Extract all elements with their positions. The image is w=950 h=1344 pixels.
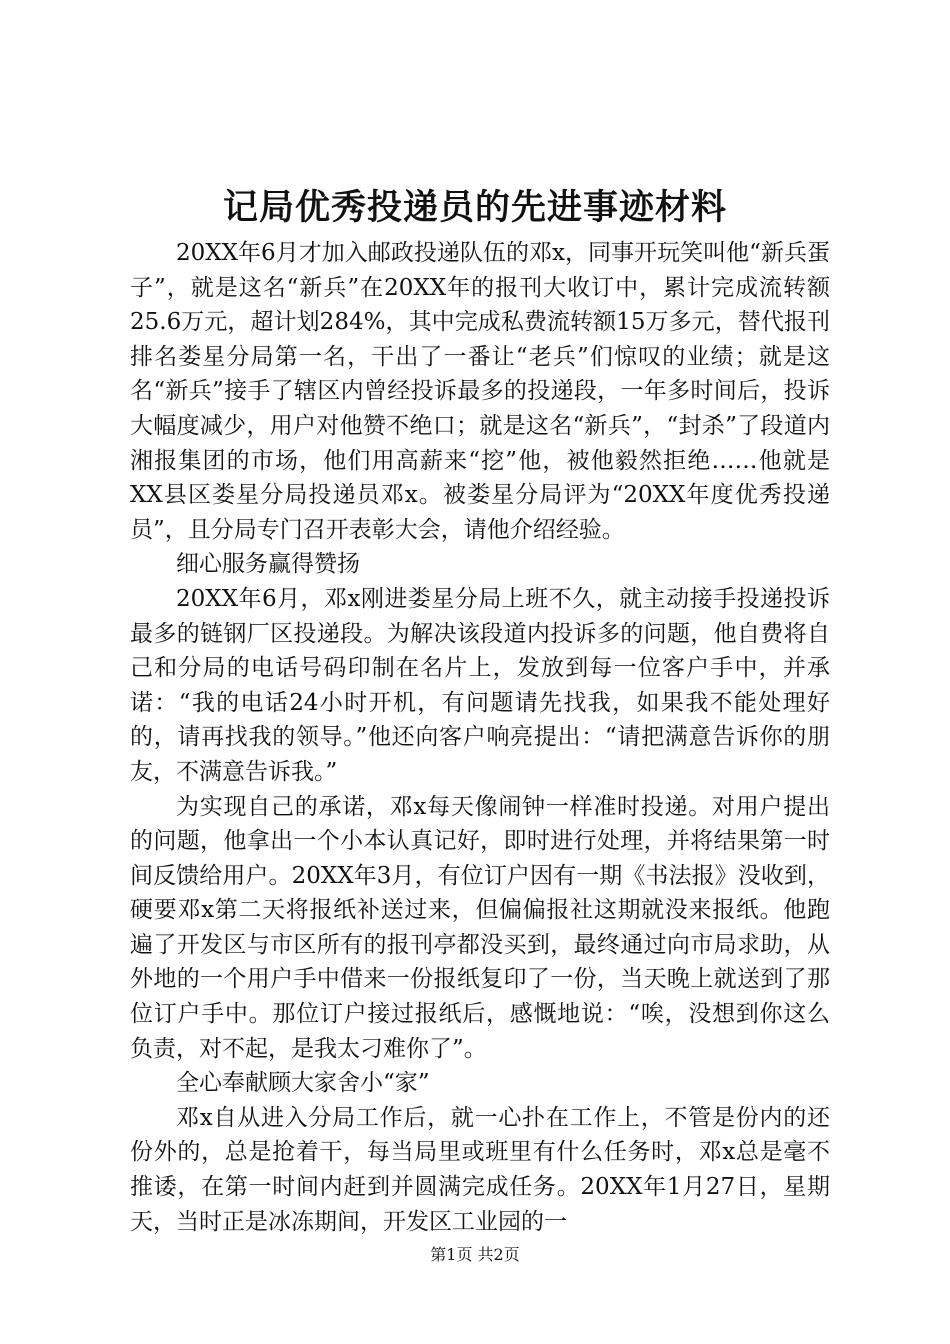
paragraph-service-2: 为实现自己的承诺，邓x每天像闹钟一样准时投递。对用户提出的问题，他拿出一个小本认真记好，即时进行处理，并将结果第一时间反馈给用户。20XX年3月，有位订户因有一期《书法报》没收到，硬要邓x第二天将报纸补送过来，但偏偏报社这期就没来报纸。他跑遍了开发区与市区所有的报刊亭都没买到，最终通过向市局求助，从外地的一个用户手中借来一份报纸复印了一份，当天晚上就送到了那位订户手中。那位订户接过报纸后，感慨地说：“唉，没想到你这么负责，对不起，是我太刁难你了”。 <box>130 793 830 1062</box>
page-footer: 第1页 共2页 <box>430 1245 520 1264</box>
paragraph-intro: 20XX年6月才加入邮政投递队伍的邓x，同事开玩笑叫他“新兵蛋子”，就是这名“新兵”在20XX年的报刊大收订中，累计完成流转额25.6万元，超计划284%，其中完成私费流转额15万多元，替代报刊排名娄星分局第一名，干出了一番让“老兵”们惊叹的业绩；就是这名“新兵”接手了辖区内曾经投诉最多的投递段，一年多时间后，投诉大幅度减少，用户对他赞不绝口；就是这名“新兵”，“封杀”了段道内湘报集团的市场，他们用高薪来“挖”他，被他毅然拒绝……他就是XX县区娄星分局投递员邓x。被娄星分局评为“20XX年度优秀投递员”，且分局专门召开表彰大会，请他介绍经验。 <box>130 240 830 543</box>
section-heading-dedication: 全心奉献顾大家舍小“家” <box>176 1070 430 1097</box>
paragraph-dedication-1: 邓x自从进入分局工作后，就一心扑在工作上，不管是份内的还份外的，总是抢着干，每当局里或班里有什么任务时，邓x总是毫不推诿，在第一时间内赶到并圆满完成任务。20XX年1月27日，星期天，当时正是冰冻期间，开发区工业园的一 <box>130 1104 830 1235</box>
section-heading-service: 细心服务赢得赞扬 <box>176 551 360 578</box>
document-body <box>130 236 830 1239</box>
paragraph-service-1: 20XX年6月，邓x刚进娄星分局上班不久，就主动接手投递投诉最多的链钢厂区投递段。为解决该段道内投诉多的问题，他自费将自己和分局的电话号码印制在名片上，发放到每一位客户手中，并承诺：“我的电话24小时开机，有问题请先找我，如果我不能处理好的，请再找我的领导。”他还向客户响亮提出：“请把满意告诉你的朋友，不满意告诉我。” <box>130 585 830 785</box>
document-title: 记局优秀投递员的先进事迹材料 <box>222 187 727 228</box>
